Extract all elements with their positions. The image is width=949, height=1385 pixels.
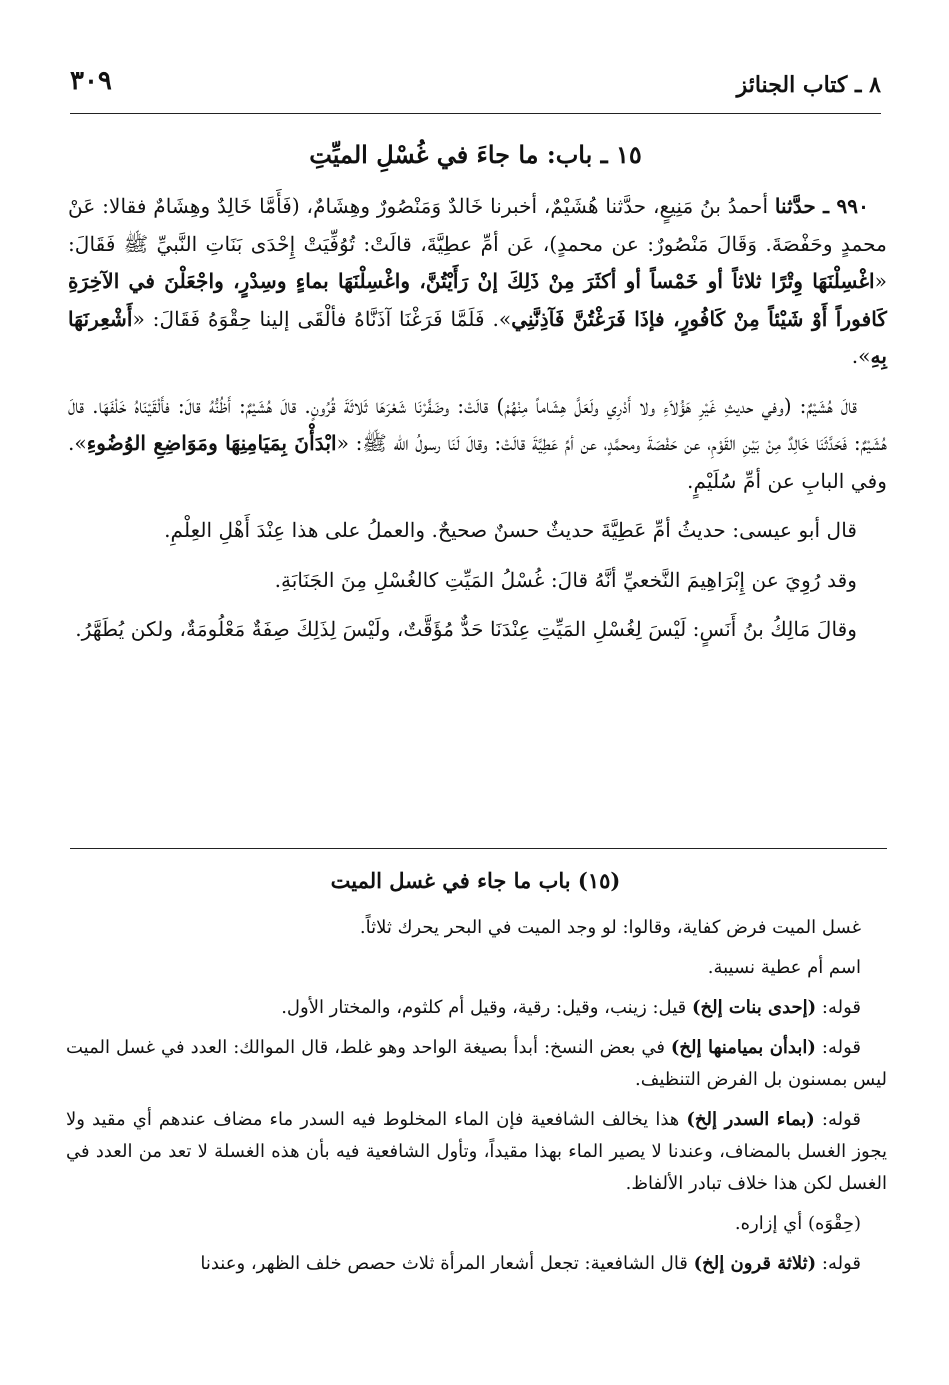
- section-title: ١٥ ـ باب: ما جاءَ في غُسْلِ الميِّتِ: [309, 140, 642, 169]
- note-lemma: (ثلاثة قرون إلخ): [693, 1253, 817, 1274]
- hadith-text: ».: [851, 344, 871, 368]
- note-paragraph: [66, 992, 887, 1024]
- page-number: ٣٠٩: [70, 66, 112, 96]
- note-text: قوله:: [814, 1109, 861, 1130]
- note-text: في بعض النسخ: أبدأ بصيغة الواحد وهو غلط، قال الموالك: العدد في غسل الميت ليس بمسنون بل الفرض التنظيف.: [66, 1037, 887, 1090]
- hadith-number: ٩٩٠ ـ حدَّثنا: [774, 194, 869, 218]
- hadith-quote: اغْسِلْنَهَا وِتْرًا ثلاثاً أو خَمْساً أو أكثَرَ مِنْ ذَلِكَ إنْ رَأَيْتُنَّ، واغْسِلْنَهَا بماءٍ وسِدْرٍ، واجْعَلْنَ في الآخِرَةِ كَافوراً أَوْ شَيْئاً مِنْ كَافُورٍ، فإذَا فَرَغْتُنَّ فَآذِنَّنِي: [68, 269, 887, 331]
- notes-rule: [70, 848, 887, 849]
- hadith-text: ». وفي البابِ عن أمِّ سُلَيْمٍ.: [68, 431, 887, 493]
- hadith-body: [68, 188, 887, 649]
- commentary-notes: [66, 912, 887, 1280]
- note-text: قيل: زينب، وقيل: رقية، وقيل أم كلثوم، والمختار الأول.: [281, 997, 692, 1018]
- hadith-text: ». فَلَمَّا فَرَغْنَا آذَنَّاهُ فألْقَى إلينا حِقْوَهُ فَقَالَ: «: [132, 306, 512, 331]
- hadith-paragraph: قال أبو عيسى: حديثُ أمِّ عَطِيَّةَ حديثٌ حسنٌ صحيحٌ. والعملُ على هذا عِنْدَ أَهْلِ العِلْمِ.: [164, 518, 857, 542]
- note-lemma: (إحدى بنات إلخ): [691, 997, 817, 1018]
- note-paragraph: [66, 1248, 887, 1280]
- note-lemma: (ابدأن بميامنها إلخ): [670, 1037, 816, 1058]
- hadith-text: أحمدُ بنُ مَنِيعٍ، حدَّثنا هُشَيْمٌ، أخبرنا خَالدٌ وَمَنْصُورٌ وهِشَامٌ، (فَأَمَّا خَالِدٌ وهِشَامٌ فقالا: عَنْ محمدٍ وحَفْصَةَ. وَقَالَ مَنْصُورٌ: عن محمدٍ)، عَن أمِّ عطِيَّةَ، قالَتْ: تُوُفِّيَتْ إِحْدَى بَنَاتِ النَّبيِّ ﷺ فَقَالَ: «: [68, 194, 887, 293]
- chapter-title: ٨ ـ كتاب الجنائز: [736, 72, 881, 98]
- page-header: [70, 62, 881, 102]
- hadith-paragraph: [68, 188, 887, 376]
- note-paragraph: اسم أم عطية نسيبة.: [707, 957, 861, 978]
- note-paragraph: [66, 1104, 887, 1200]
- note-lemma: (بماء السدر إلخ): [686, 1109, 815, 1130]
- note-text: قوله:: [816, 1253, 861, 1274]
- note-text: قال الشافعية: تجعل أشعار المرأة ثلاث حصص خلف الظهر، وعندنا: [200, 1253, 694, 1274]
- note-text: هذا يخالف الشافعية فإن الماء المخلوط فيه السدر ماء مضاف عندهم أي مقيد ولا يجوز الغسل بالمضاف، وعندنا لا يصير الماء بهذا مقيداً، وتأول الشافعية فيه بأن هذه الغسلة لا تعد من العدد في الغسل لكن هذا خلاف تبادر الألفاظ.: [66, 1109, 887, 1194]
- hadith-text: قالَ هُشَيْمٌ: (وفي حديثِ غَيْرِ هَؤُلاَءِ ولا أَدْرِي ولَعَلَّ هِشَاماً مِنْهُمْ) قالَتْ: وضَفَّرْنَا شَعْرَهَا ثَلاثَةَ قُرُونٍ. قالَ هُشَيْمٌ: أَظُنُّهُ قالَ: فأَلْقَيْنَاهُ خَلْفَهَا. قالَ هُشَيْمٌ: فَحَدَّثَنَا خَالِدٌ مِنْ بَيْنِ القَوْمِ، عن حَفْصَةَ ومحمَّدٍ، عن أمِّ عَطِيَّةَ قالَتْ: وقالَ لَنَا رسولُ الله ﷺ: «: [68, 393, 887, 455]
- hadith-quote: ابْدَأْنَ بِمَيَامِنِهَا ومَوَاضِعِ الوُضُوءِ: [86, 431, 337, 455]
- note-paragraph: غسل الميت فرض كفاية، وقالوا: لو وجد الميت في البحر يحرك ثلاثاً.: [359, 917, 861, 938]
- note-text: قوله:: [815, 1037, 861, 1058]
- hadith-paragraph: [68, 388, 887, 501]
- notes-title: (١٥) باب ما جاء في غسل الميت: [330, 868, 621, 893]
- note-text: قوله:: [816, 997, 861, 1018]
- hadith-quote: أَشْعِرنَهَا بِهِ: [68, 306, 887, 368]
- note-paragraph: [66, 1032, 887, 1096]
- hadith-paragraph: وقد رُوِيَ عن إِبْرَاهِيمَ النَّخعيِّ أنَّهُ قالَ: غُسْلُ المَيِّتِ كالغُسْلِ مِنَ الجَنَابَةِ.: [274, 567, 857, 592]
- note-paragraph: (حِقْوَه) أي إزاره.: [734, 1213, 861, 1234]
- header-rule: [70, 113, 881, 114]
- hadith-paragraph: وقالَ مَالِكُ بنُ أَنَسٍ: لَيْسَ لِغُسْلِ المَيِّتِ عِنْدَنَا حَدٌّ مُؤَقَّتٌ، ولَيْسَ لِذَلِكَ صِفَةٌ مَعْلُومَةٌ، ولكن يُطَهَّرُ.: [75, 617, 857, 641]
